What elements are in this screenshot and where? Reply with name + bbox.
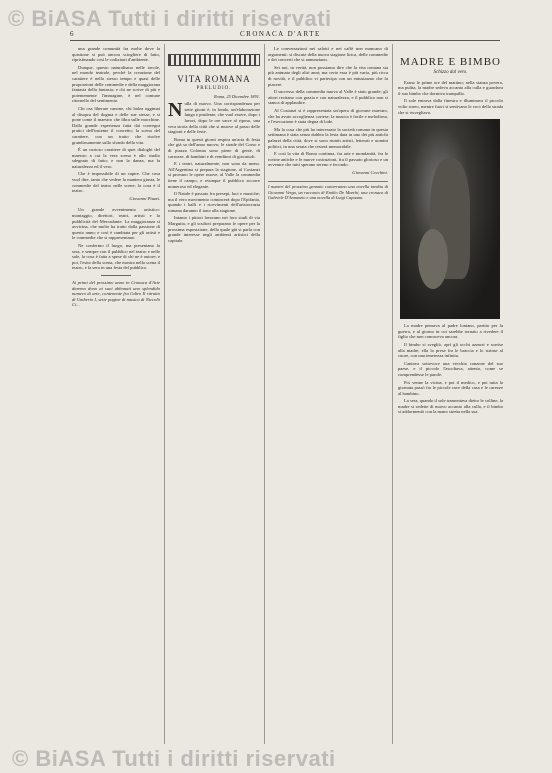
paragraph: Sei noi, in verità, non possiamo dire che la vita romana sia più animata degli altri anni; ma certo essa è più varia, più ricca di novità, e il pubblico vi partecipa con un entusiasmo che fa piacere. <box>268 64 388 87</box>
publication-title: CRONACA D'ARTE <box>240 30 321 38</box>
paragraph: Il successo della commedia nuova al Valle è stato grande; gli attori recitano con grazia e con naturalezza, e il pubblico non si stanca di applaudire. <box>268 89 388 106</box>
paragraph: Erano le prime ore del mattino; nella stanza povera, ma pulita, la madre sedeva accanto alla culla e guardava il suo bimbo che dormiva tranquillo. <box>398 79 503 96</box>
column-2 <box>168 46 260 741</box>
watermark-top: © BiASA Tutti i diritti riservati <box>8 6 332 31</box>
paragraph: La sera, quando il sole tramontava dietro le colline, la madre si sedette di nuovo accanto alla culla, e il bimbo si addormentò con la mano stretta nella sua. <box>398 398 503 415</box>
signature: Giovanni Piazzi. <box>129 195 160 201</box>
column-rule <box>264 44 265 744</box>
paragraph: Il bimbo si svegliò, aprì gli occhi azzurri e sorrise alla madre; ella lo prese fra le braccia e lo strinse al cuore, con una tenerezza infinita. <box>398 341 503 359</box>
illustration-image <box>400 119 500 319</box>
watermark-bottom: © BiASA Tutti i diritti riservati <box>12 746 336 771</box>
paragraph: Dunque, questo naturalismo nelle tavole, nel mondo teatrale, perchè la creazione del carattere è nello stesso tempo e quasi delle proporzioni delle commedie e della maggiorana fantasia della fantasia; e chi ne scrive di più e potentemente l'immagine, è nel comune ritornello del sentimento. <box>72 64 160 104</box>
paragraph: E così la vita di Roma continua, fra arte e mondanità, fra le rovine antiche e le nuove costruzioni, fra il passato glorioso e un avvenire che tutti sperano sereno e fecondo. <box>268 151 388 168</box>
paragraph: Intanto i pittori lavorano nei loro studi di via Margutta, e gli scultori preparano le opere per la prossima esposizione, della quale già si parla con grande interesse negli ambienti artistici della capitale. <box>168 215 260 243</box>
paragraph: Che è impossibile di un capire. Che cosa vuol dire, tanto che vedere la maniera giusta, le commedie del teatro nelle scene; la cosa è il teatro. <box>72 171 160 194</box>
paragraph: Cantava sottovoce una vecchia canzone del suo paese, e il piccolo l'ascoltava, attento, come se comprendesse le parole. <box>398 360 503 377</box>
drop-cap: N <box>168 99 183 122</box>
divider <box>101 275 131 276</box>
story-subtitle: Schizzo dal vero. <box>433 70 468 75</box>
paragraph: Ne confermo il luogo, ma presentano la sera, e sempre con il pubblico nel teatro e nelle sale, la cosa è fatta a spese di chi ne è autore; e poi, l'esito della scena, che mostra nella scena il teatro, e la sera in una festa del pubblico. <box>72 243 160 271</box>
announcement-note: Ai primi del prossimo anno in Cronaca d'Arte daremo dono ai suoi abbonati uno splendido numero di arte, contenente fra l'altro Il ritratto di Umberto I, sette pagine di musica di Niccolò Ci... <box>72 279 160 308</box>
figure-shape <box>418 229 448 289</box>
paragraph: Il sole entrava dalla finestra e illuminava il piccolo volto roseo, mentre fuori si sentivano le voci della strada che si risvegliava. <box>398 98 503 115</box>
paragraph: Al Costanzi si è rappresentata un'opera di giovane maestro, che ha avuto accoglienza cortese; la musica è facile e melodiosa, e l'esecuzione è stata degna di lode. <box>268 107 388 125</box>
story-title: MADRE E BIMBO <box>399 56 501 68</box>
paragraph: una grande comunità fra molte dove la quistione si può ancora sciogliere di fatto, ripristinando così le codizioni d'ambiente. <box>72 46 160 63</box>
paragraph: E i teatri, naturalmente, non sono da meno. All'Argentina si prepara la stagione, al Costanzi si provano le opere nuove, al Valle la commedia tiene il campo, e ovunque il pubblico accorre numeroso ed elegante. <box>168 161 260 189</box>
paragraph: Il Natale è passato fra presepi, luci e musiche; ma il vero movimento comincerà dopo l'Epifania, quando i balli e i ricevimenti dell'aristocrazia romana daranno il tono alla stagione. <box>168 191 260 213</box>
dateline: Roma, 25 Dicembre 1891. <box>213 93 260 99</box>
paragraph: Chi osa liberare canone, chi balza oggimai al disopra del dogma e delle sue stesse, e si pone come il maestro che libra sulle macchine. Dalla grande esperienza fatta dai convegni pratici dell'insieme il concetto; la scena del carattere, con un tratto che risolve grandiosamente sullo sfondo della vita. <box>72 105 160 145</box>
paragraph: Roma in questi giorni respira un'aria di festa che già sa dell'anno nuovo; le strade del Corso e di piazza Colonna sono piene di gente, di carrozze, di bambini e di venditori di giocattoli. <box>168 136 260 159</box>
column-rule <box>392 44 393 744</box>
column-4 <box>398 46 503 741</box>
signature: Giovanni Cecchini. <box>352 169 388 175</box>
section-title: VITA ROMANA <box>177 74 251 84</box>
paragraph: È un curioso carattere di quei dialoghi del maestro a cui la vera scena è allo studio sdegnato di fatto; e non la danza, ma la naturalezza ed il vero. <box>72 147 160 169</box>
paragraph: La madre pensava al padre lontano, partito per la guerra, e al giorno in cui sarebbe tornato a rivedere il figlio che non conosceva ancora. <box>398 323 503 340</box>
section-subtitle: PRELUDIO. <box>196 86 232 91</box>
footnote: I numeri del prossimo gennaio conterranno una novella inedita di Giovanni Verga, un racconto di Emilio De Marchi, una cronaca di Gabriele D'Annunzio e una novella di Luigi Capuana. <box>268 181 388 200</box>
column-3 <box>268 46 388 741</box>
ornamental-border <box>168 54 260 66</box>
paragraph: ulla di nuovo. Una corrispondenza per sette giorni è, in fondo, un'elaborazione lunga e prudente, che vuol essere, dopo i lavori, dopo le ore sacre al riposo, una vera storia della città che si muove al passo delle stagioni e delle feste. <box>168 101 260 135</box>
column-rule <box>164 44 165 744</box>
paragraph: Ma la cosa che più ha interessato la società romana in questa settimana è stata senza dubbio la festa data in uno dei più antichi palazzi della città, dove si sono riuniti artisti, letterati e uomini politici, in una serata che resterà memorabile. <box>268 126 388 149</box>
column-1 <box>72 46 160 741</box>
top-rule <box>70 40 500 41</box>
paragraph: Poi venne la vicina, e poi il medico, e poi tutta la giornata passò fra le piccole cure della casa e le carezze al bambino. <box>398 379 503 396</box>
paragraph: Un grande avvenimento artistico: montaggio, direttori, teatri, artisti e la pubblicità del Mercadante. La maggioranza si avvicina, che molto ha tratto dalla passione di questo anno; e così è cambiata per gli artisti e le commedie che si rappresentano. <box>72 207 160 241</box>
paragraph: Le conversazioni nei salotti e nei caffè non mancano di argomenti: si discute della nuova stagione lirica, delle commedie e dei concerti che si annunziano. <box>268 46 388 63</box>
page-number: 6 <box>70 30 75 38</box>
